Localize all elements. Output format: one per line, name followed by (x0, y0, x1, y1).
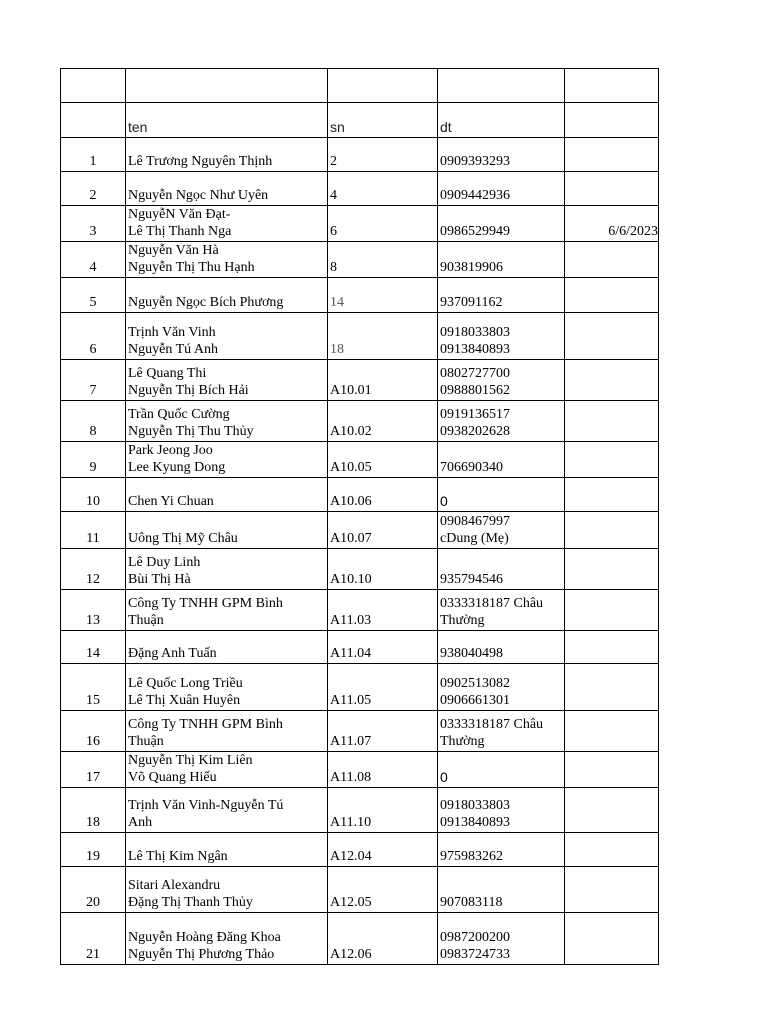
sn-cell[interactable]: 18 (328, 313, 438, 360)
table-row (61, 867, 659, 913)
row-number-cell[interactable]: 12 (61, 549, 126, 590)
row-number-cell[interactable]: 20 (61, 867, 126, 913)
table-row (61, 242, 659, 278)
sn-cell[interactable]: 2 (328, 138, 438, 172)
name-cell[interactable]: Nguyễn Ngọc Bích Phương (126, 278, 328, 313)
extra-cell[interactable] (565, 913, 659, 965)
name-cell[interactable]: Công Ty TNHH GPM Bình Thuận (126, 711, 328, 752)
header-cell-ten[interactable]: ten (126, 103, 328, 138)
row-number-cell[interactable]: 14 (61, 631, 126, 664)
phone-cell[interactable]: 938040498 (438, 631, 565, 664)
table-row (61, 664, 659, 711)
extra-cell[interactable] (565, 752, 659, 788)
name-cell[interactable]: Lê Quang Thi Nguyễn Thị Bích Hải (126, 360, 328, 401)
sn-cell[interactable]: A11.08 (328, 752, 438, 788)
name-cell[interactable]: Nguyễn Ngọc Như Uyên (126, 172, 328, 206)
table-row (61, 172, 659, 206)
table-row (61, 549, 659, 590)
row-number-cell[interactable]: 16 (61, 711, 126, 752)
table-row (61, 360, 659, 401)
phone-cell[interactable]: 0919136517 0938202628 (438, 401, 565, 442)
table-row (61, 138, 659, 172)
phone-cell[interactable]: 0333318187 Châu Thường (438, 590, 565, 631)
extra-cell[interactable] (565, 313, 659, 360)
phone-cell[interactable]: 0986529949 (438, 206, 565, 242)
sn-cell[interactable]: A12.04 (328, 833, 438, 867)
row-number-cell[interactable]: 1 (61, 138, 126, 172)
phone-cell[interactable]: 0987200200 0983724733 (438, 913, 565, 965)
sn-cell[interactable]: A12.05 (328, 867, 438, 913)
sn-cell[interactable]: 6 (328, 206, 438, 242)
phone-cell[interactable]: 0918033803 0913840893 (438, 313, 565, 360)
row-number-cell[interactable]: 17 (61, 752, 126, 788)
extra-cell[interactable] (565, 664, 659, 711)
cell[interactable] (438, 69, 565, 103)
blank-row (61, 69, 659, 103)
extra-cell[interactable] (565, 242, 659, 278)
extra-cell[interactable] (565, 631, 659, 664)
sn-cell[interactable]: A11.05 (328, 664, 438, 711)
phone-cell[interactable]: 935794546 (438, 549, 565, 590)
extra-cell[interactable] (565, 788, 659, 833)
name-cell[interactable]: Park Jeong Joo Lee Kyung Dong (126, 442, 328, 478)
row-number-cell[interactable]: 21 (61, 913, 126, 965)
extra-cell[interactable] (565, 442, 659, 478)
sn-cell[interactable]: A11.07 (328, 711, 438, 752)
phone-cell[interactable]: 0909442936 (438, 172, 565, 206)
name-cell[interactable]: Công Ty TNHH GPM Bình Thuận (126, 590, 328, 631)
cell[interactable] (565, 69, 659, 103)
name-cell[interactable]: Đặng Anh Tuấn (126, 631, 328, 664)
table-row (61, 711, 659, 752)
resident-table (60, 68, 659, 965)
sn-cell[interactable]: A10.06 (328, 478, 438, 512)
cell[interactable] (126, 69, 328, 103)
extra-cell[interactable] (565, 711, 659, 752)
header-row (61, 103, 659, 138)
table-row (61, 313, 659, 360)
sn-cell[interactable]: A10.10 (328, 549, 438, 590)
extra-cell[interactable] (565, 278, 659, 313)
name-cell[interactable]: Nguyễn Thị Kim Liên Võ Quang Hiếu (126, 752, 328, 788)
phone-cell[interactable]: 907083118 (438, 867, 565, 913)
phone-cell[interactable]: 975983262 (438, 833, 565, 867)
row-number-cell[interactable]: 19 (61, 833, 126, 867)
phone-cell[interactable]: 0908467997 cDung (Mẹ) (438, 512, 565, 549)
table-row (61, 401, 659, 442)
name-cell[interactable]: Trần Quốc Cường Nguyễn Thị Thu Thủy (126, 401, 328, 442)
table-row (61, 788, 659, 833)
extra-cell[interactable] (565, 172, 659, 206)
sn-cell[interactable]: A10.05 (328, 442, 438, 478)
sn-cell[interactable]: A11.10 (328, 788, 438, 833)
extra-cell[interactable] (565, 833, 659, 867)
row-number-cell[interactable]: 8 (61, 401, 126, 442)
table-row (61, 913, 659, 965)
table-row (61, 833, 659, 867)
cell[interactable] (328, 69, 438, 103)
name-cell[interactable]: Nguyễn Hoàng Đăng Khoa Nguyễn Thị Phương Thảo (126, 913, 328, 965)
sn-cell[interactable]: A12.06 (328, 913, 438, 965)
row-number-cell[interactable]: 18 (61, 788, 126, 833)
name-cell[interactable]: Chen Yi Chuan (126, 478, 328, 512)
row-number-cell[interactable]: 15 (61, 664, 126, 711)
name-cell[interactable]: Lê Duy Linh Bùi Thị Hà (126, 549, 328, 590)
extra-cell[interactable]: 6/6/2023 (565, 206, 659, 242)
header-cell-sn[interactable]: sn (328, 103, 438, 138)
sn-cell[interactable]: 4 (328, 172, 438, 206)
table-row (61, 278, 659, 313)
sn-cell[interactable]: 8 (328, 242, 438, 278)
extra-cell[interactable] (565, 478, 659, 512)
phone-cell[interactable]: 0918033803 0913840893 (438, 788, 565, 833)
row-number-cell[interactable]: 11 (61, 512, 126, 549)
table-row (61, 512, 659, 549)
table-row (61, 478, 659, 512)
table-row (61, 752, 659, 788)
sn-cell[interactable]: A11.03 (328, 590, 438, 631)
header-cell-dt[interactable]: dt (438, 103, 565, 138)
table-row (61, 206, 659, 242)
row-number-cell[interactable]: 10 (61, 478, 126, 512)
sn-cell[interactable]: A10.02 (328, 401, 438, 442)
extra-cell[interactable] (565, 549, 659, 590)
header-cell-no[interactable] (61, 103, 126, 138)
phone-cell[interactable]: 0909393293 (438, 138, 565, 172)
extra-cell[interactable] (565, 867, 659, 913)
phone-cell[interactable]: 0 (438, 478, 565, 512)
row-number-cell[interactable]: 7 (61, 360, 126, 401)
name-cell[interactable]: Lê Trương Nguyên Thịnh (126, 138, 328, 172)
phone-cell[interactable]: 0902513082 0906661301 (438, 664, 565, 711)
row-number-cell[interactable]: 5 (61, 278, 126, 313)
row-number-cell[interactable]: 6 (61, 313, 126, 360)
name-cell[interactable]: Lê Thị Kim Ngân (126, 833, 328, 867)
row-number-cell[interactable]: 4 (61, 242, 126, 278)
table-row (61, 590, 659, 631)
table-row (61, 442, 659, 478)
extra-cell[interactable] (565, 360, 659, 401)
extra-cell[interactable] (565, 138, 659, 172)
sn-cell[interactable]: A11.04 (328, 631, 438, 664)
table-row (61, 631, 659, 664)
name-cell[interactable]: Sitari Alexandru Đặng Thị Thanh Thủy (126, 867, 328, 913)
sn-cell[interactable]: 14 (328, 278, 438, 313)
phone-cell[interactable]: 0802727700 0988801562 (438, 360, 565, 401)
extra-cell[interactable] (565, 512, 659, 549)
sn-cell[interactable]: A10.07 (328, 512, 438, 549)
row-number-cell[interactable]: 13 (61, 590, 126, 631)
sn-cell[interactable]: A10.01 (328, 360, 438, 401)
phone-cell[interactable]: 0 (438, 752, 565, 788)
extra-cell[interactable] (565, 590, 659, 631)
row-number-cell[interactable]: 2 (61, 172, 126, 206)
phone-cell[interactable]: 937091162 (438, 278, 565, 313)
name-cell[interactable]: Trịnh Văn Vinh Nguyễn Tú Anh (126, 313, 328, 360)
row-number-cell[interactable]: 9 (61, 442, 126, 478)
phone-cell[interactable]: 706690340 (438, 442, 565, 478)
header-cell-extra[interactable] (565, 103, 659, 138)
row-number-cell[interactable]: 3 (61, 206, 126, 242)
name-cell[interactable]: NguyễN Văn Đạt- Lê Thị Thanh Nga (126, 206, 328, 242)
extra-cell[interactable] (565, 401, 659, 442)
name-cell[interactable]: Uông Thị Mỹ Châu (126, 512, 328, 549)
name-cell[interactable]: Lê Quốc Long Triều Lê Thị Xuân Huyên (126, 664, 328, 711)
name-cell[interactable]: Trịnh Văn Vinh-Nguyễn Tú Anh (126, 788, 328, 833)
phone-cell[interactable]: 0333318187 Châu Thường (438, 711, 565, 752)
phone-cell[interactable]: 903819906 (438, 242, 565, 278)
cell[interactable] (61, 69, 126, 103)
name-cell[interactable]: Nguyễn Văn Hà Nguyễn Thị Thu Hạnh (126, 242, 328, 278)
